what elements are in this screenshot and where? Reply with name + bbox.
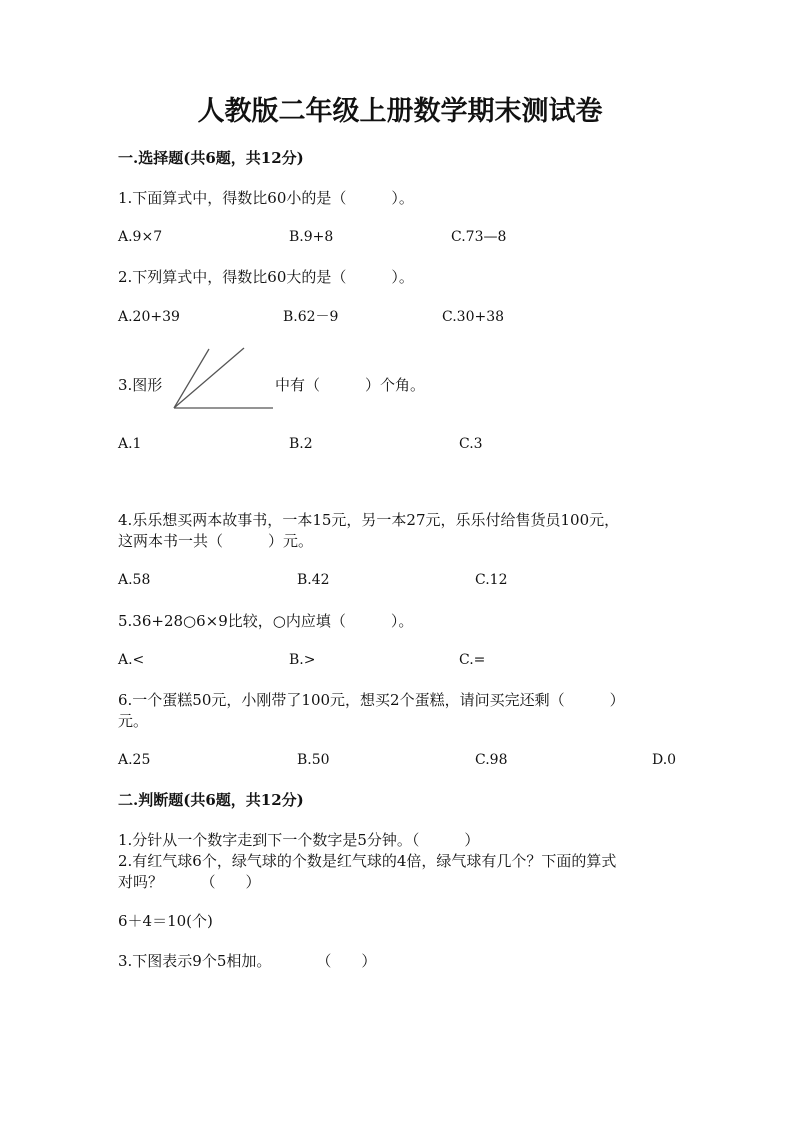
question-6-text-line1: 6.一个蛋糕50元，小刚带了100元，想买2个蛋糕，请问买完还剩（ ） (118, 691, 625, 709)
angle-ray-upper (174, 349, 209, 408)
page-title: 人教版二年级上册数学期末测试卷 (197, 96, 603, 127)
question-6-option-d: D.0 (652, 752, 677, 768)
question-2-option-c: C.30+38 (442, 309, 505, 325)
angle-ray-middle (174, 348, 244, 408)
judgement-question-2-line1: 2.有红气球6个，绿气球的个数是红气球的4倍，绿气球有几个？下面的算式 (118, 852, 617, 870)
question-1-option-a: A.9×7 (118, 229, 163, 245)
question-1-option-c: C.73—8 (451, 229, 507, 245)
question-1-option-b: B.9+8 (289, 229, 334, 245)
angle-figure (168, 344, 278, 414)
section-heading-choice: 一.选择题(共6题，共12分) (118, 149, 304, 167)
question-3-text-after: 中有（ ）个角。 (275, 376, 426, 394)
question-4-option-b: B.42 (297, 572, 330, 588)
question-3-text-before: 3.图形 (118, 376, 163, 394)
judgement-question-2-formula: 6＋4＝10(个) (118, 912, 213, 930)
question-2-option-b: B.62－9 (283, 309, 339, 325)
question-2-option-a: A.20+39 (118, 309, 180, 325)
question-4-option-c: C.12 (475, 572, 508, 588)
judgement-question-1: 1.分针从一个数字走到下一个数字是5分钟。（ ） (118, 831, 480, 849)
question-4-text-line2: 这两本书一共（ ）元。 (118, 532, 314, 550)
question-2-text: 2.下列算式中，得数比60大的是（ ）。 (118, 268, 414, 286)
question-5-option-b: B.> (289, 652, 316, 668)
question-3-option-c: C.3 (459, 436, 483, 452)
section-heading-judgement: 二.判断题(共6题，共12分) (118, 791, 304, 809)
question-4-option-a: A.58 (118, 572, 151, 588)
question-6-option-a: A.25 (118, 752, 151, 768)
question-6-option-b: B.50 (297, 752, 330, 768)
question-6-option-c: C.98 (475, 752, 508, 768)
judgement-question-3: 3.下图表示9个5相加。 （ ） (118, 952, 377, 970)
question-1-text: 1.下面算式中，得数比60小的是（ ）。 (118, 189, 414, 207)
question-6-text-line2: 元。 (118, 712, 149, 730)
question-3-option-a: A.1 (118, 436, 142, 452)
question-5-option-a: A.< (118, 652, 145, 668)
question-4-text-line1: 4.乐乐想买两本故事书，一本15元，另一本27元，乐乐付给售货员100元， (118, 511, 620, 529)
judgement-question-2-line2: 对吗？ （ ） (118, 873, 261, 891)
question-5-option-c: C.= (459, 652, 486, 668)
question-3-option-b: B.2 (289, 436, 313, 452)
question-5-text: 5.36+28○6×9比较，○内应填（ ）。 (118, 612, 414, 630)
